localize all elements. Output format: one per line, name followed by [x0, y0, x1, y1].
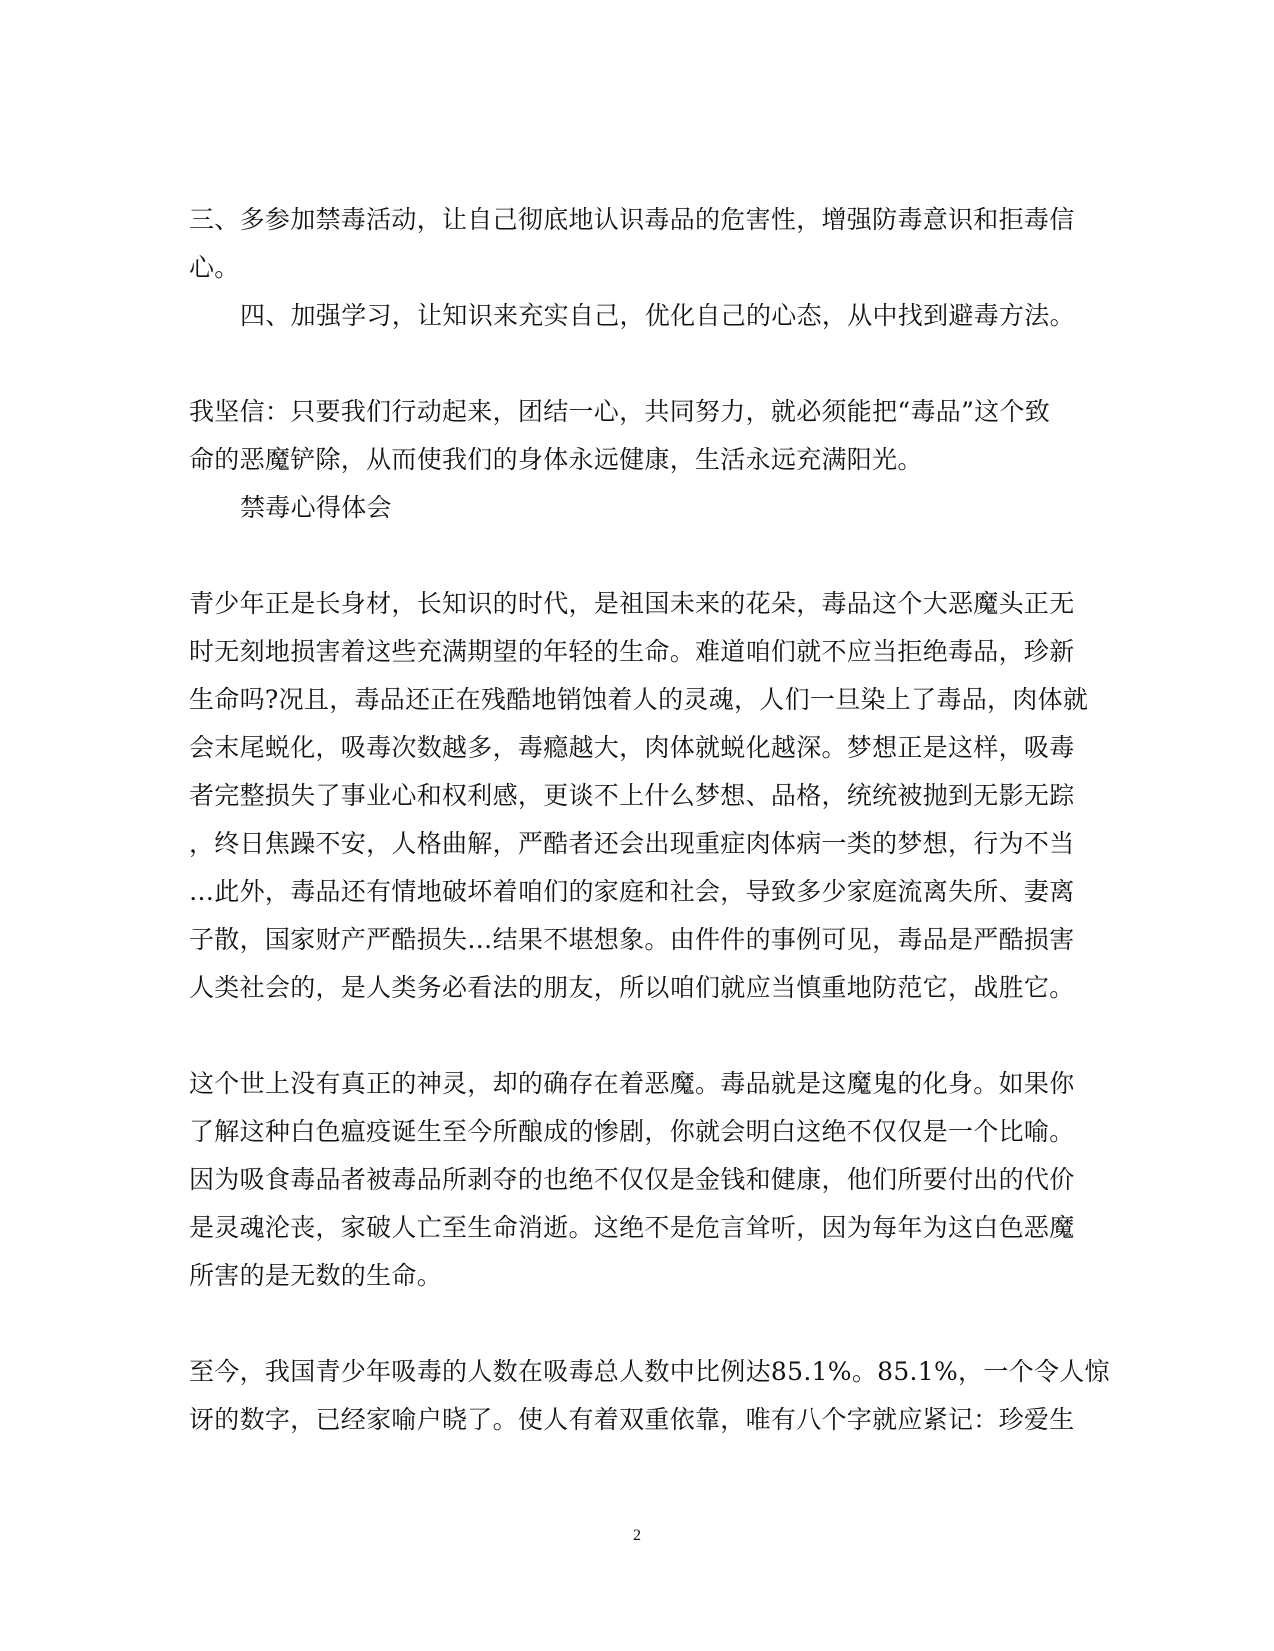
text-line: 讶的数字，已经家喻户晓了。使人有着双重依靠，唯有八个字就应紧记：珍爱生 [189, 1405, 1075, 1434]
text-line: 至今，我国青少年吸毒的人数在吸毒总人数中比例达85.1%。85.1%，一个令人惊 [189, 1357, 1110, 1386]
text-line: 了解这种白色瘟疫诞生至今所酿成的惨剧，你就会明白这绝不仅仅是一个比喻。 [189, 1117, 1075, 1146]
text-line: 人类社会的，是人类务必看法的朋友，所以咱们就应当慎重地防范它，战胜它。 [189, 973, 1075, 1002]
page-number: 2 [633, 1527, 641, 1544]
text-line: 会末尾蜕化，吸毒次数越多，毒瘾越大，肉体就蜕化越深。梦想正是这样，吸毒 [189, 733, 1075, 762]
text-line: ，终日焦躁不安，人格曲解，严酷者还会出现重症肉体病一类的梦想，行为不当 [189, 829, 1075, 858]
text-line: …此外，毒品还有情地破坏着咱们的家庭和社会，导致多少家庭流离失所、妻离 [189, 877, 1075, 906]
section-heading: 禁毒心得体会 [240, 493, 392, 522]
text-line: 命的恶魔铲除，从而使我们的身体永远健康，生活永远充满阳光。 [189, 445, 923, 474]
text-line: 所害的是无数的生命。 [189, 1261, 443, 1290]
text-line: 三、多参加禁毒活动，让自己彻底地认识毒品的危害性，增强防毒意识和拒毒信 [189, 205, 1075, 234]
text-line: 这个世上没有真正的神灵，却的确存在着恶魔。毒品就是这魔鬼的化身。如果你 [189, 1069, 1075, 1098]
text-line: 子散，国家财产严酷损失…结果不堪想象。由件件的事例可见，毒品是严酷损害 [189, 925, 1075, 954]
text-line: 者完整损失了事业心和权利感，更谈不上什么梦想、品格，统统被抛到无影无踪 [189, 781, 1075, 810]
text-line: 生命吗?况且，毒品还正在残酷地销蚀着人的灵魂，人们一旦染上了毒品，肉体就 [189, 685, 1089, 714]
text-line: 因为吸食毒品者被毒品所剥夺的也绝不仅仅是金钱和健康，他们所要付出的代价 [189, 1165, 1075, 1194]
text-line: 心。 [189, 253, 240, 282]
text-line: 我坚信：只要我们行动起来，团结一心，共同努力，就必须能把“毒品”这个致 [189, 397, 1051, 426]
text-line: 青少年正是长身材，长知识的时代，是祖国未来的花朵，毒品这个大恶魔头正无 [189, 589, 1075, 618]
text-line: 四、加强学习，让知识来充实自己，优化自己的心态，从中找到避毒方法。 [240, 301, 1075, 330]
text-line: 是灵魂沦丧，家破人亡至生命消逝。这绝不是危言耸听，因为每年为这白色恶魔 [189, 1213, 1075, 1242]
text-line: 时无刻地损害着这些充满期望的年轻的生命。难道咱们就不应当拒绝毒品，珍新 [189, 637, 1075, 666]
